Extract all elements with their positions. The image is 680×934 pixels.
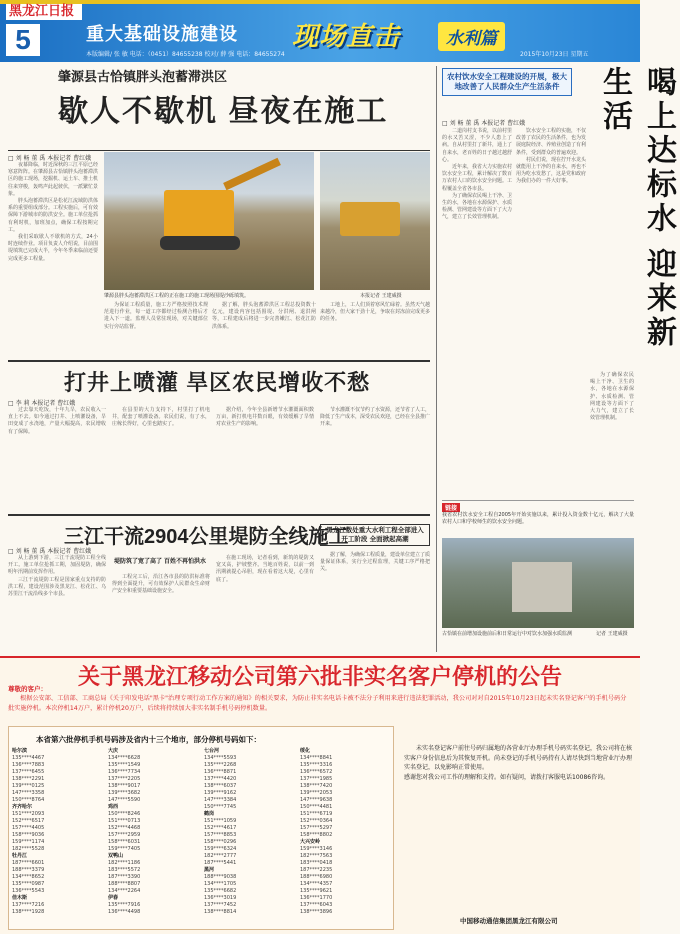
phone-number: 138****9017 <box>108 783 141 789</box>
article3-text-col3 <box>216 555 314 651</box>
city-label: 大兴安岭 <box>300 839 321 845</box>
number-column <box>12 748 106 916</box>
city-label: 绥化 <box>300 748 311 754</box>
phone-number: 187****3390 <box>108 874 141 880</box>
sidebar-byline: □ 刘 畅 董 禹 本报记者 曹红娥 <box>442 120 526 127</box>
article3-byline: □ 刘 畅 董 禹 本报记者 曹红娥 <box>8 548 92 555</box>
phone-number: 147****3384 <box>204 797 237 803</box>
phone-number: 182****7563 <box>300 853 333 859</box>
phone-number: 136****1770 <box>300 895 333 901</box>
banner-title-big: 现场直击 <box>292 21 401 51</box>
city-label: 齐齐哈尔 <box>12 804 33 810</box>
phone-number: 152****0364 <box>300 818 333 824</box>
phone-number: 182****5528 <box>12 846 45 852</box>
paragraph: 村民们说，现在拧开水龙头就能用上干净的自来水，再也不用为吃水发愁了，这是党和政府为我们办的一件大好事。 <box>516 156 587 185</box>
number-column <box>300 748 394 916</box>
phone-number: 147****9638 <box>300 797 333 803</box>
number-column <box>108 748 202 916</box>
banner-title: 重大基础设施建设 <box>86 24 238 44</box>
banner-editor-info: 本版编辑/ 张 敏 电话：（0451）84655238 校对/ 薛 强 电话：84655274 <box>86 51 285 58</box>
banner-stripe <box>0 0 640 4</box>
phone-number: 151****2093 <box>12 811 45 817</box>
phone-number: 147****5590 <box>108 797 141 803</box>
divider <box>442 500 634 501</box>
sidebar-text-col2 <box>516 128 586 498</box>
phone-number: 158****9036 <box>12 832 45 838</box>
phone-number: 151****6719 <box>300 811 333 817</box>
phone-number: 138****2291 <box>12 776 45 782</box>
article2-byline: □ 李 莉 本报记者 曹红娥 <box>8 400 76 407</box>
phone-number: 151****0713 <box>108 818 141 824</box>
phone-number: 135****0987 <box>12 881 45 887</box>
article3-text-col1 <box>8 555 106 651</box>
excavator-arm-shape <box>223 158 281 191</box>
phone-number: 135****9621 <box>300 888 333 894</box>
city-label: 七台河 <box>204 748 220 754</box>
phone-number: 188****6980 <box>300 874 333 880</box>
phone-number: 150****8246 <box>108 811 141 817</box>
article1-text-col3 <box>212 302 316 356</box>
banner-tag: 水利篇 <box>438 22 505 51</box>
phone-number: 136****6572 <box>300 769 333 775</box>
article1-photo-credit: 本报记者 王建威摄 <box>360 293 402 299</box>
number-table <box>8 748 394 928</box>
article2-text-col1 <box>8 407 106 511</box>
paragraph: 在县里的大力支持下，村里打了机电井，配套了喷灌设备。农民们说，有了水，庄稼长得好，心里也踏实了。 <box>112 407 210 428</box>
construction-photo-2 <box>320 152 430 290</box>
article1-byline: □ 刘 畅 董 禹 本报记者 曹红娥 <box>8 155 92 162</box>
article2-text-col3 <box>216 407 314 511</box>
banner-date: 2015年10月23日 星期五 <box>520 51 589 58</box>
sidebar-headline: 喝上达标水 迎来新生活 <box>598 66 675 351</box>
paragraph: 为保证工程质量，施工方严格按照技术规范进行作业，每一道工序都经过检测合格后才进入下一道。监理人员常驻现场，对关键部位实行旁站监督。 <box>104 302 208 330</box>
sidebar-photo-credit: 记者 王建威摄 <box>596 631 628 637</box>
dump-truck-shape <box>340 202 400 236</box>
phone-number: 187****2235 <box>300 867 333 873</box>
phone-number: 136****8871 <box>204 769 237 775</box>
city-label: 佳木斯 <box>12 895 28 901</box>
phone-number: 150****8764 <box>12 797 45 803</box>
phone-number: 187****5441 <box>204 860 237 866</box>
paragraph: 胖头泡蓄滞洪区是松花江流域防洪体系的重要组成部分。工程实施后，可有效保障下游城市的防洪安全。施工单位抢抓有利时机，加班加点，确保工程按期完工。 <box>8 198 99 233</box>
article3-subhead: 堤防筑了宽了高了 百姓不再怕洪水 <box>113 558 207 565</box>
paragraph: 为了确保农民喝上干净、卫生的水，各地在水源保护、水质检测、管网建设等方面下了大力气，建立了长效管理机制。 <box>442 192 513 221</box>
phone-number: 134****1705 <box>204 881 237 887</box>
phone-number: 134****8652 <box>12 874 45 880</box>
sidebar-link-text: 我省农村饮水安全工程自2005年开始实施以来，累计投入资金数十亿元，解决了大量农村人口和学校师生的饮水安全问题。 <box>442 512 634 526</box>
divider <box>8 150 430 151</box>
phone-number: 182****2777 <box>204 853 237 859</box>
phone-number: 188****3379 <box>12 867 45 873</box>
phone-number: 147****3358 <box>12 790 45 796</box>
paragraph: 工程完工后，沿江各市县的防洪标准将得到全面提升，可有效保护人民群众生命财产安全和重要基础设施安全。 <box>112 574 210 595</box>
notice-list-title: 本省第六批停机手机号码涉及省内十三个地市，部分停机号码如下： <box>36 735 261 744</box>
phone-number: 136****4498 <box>108 909 141 915</box>
phone-number: 152****4617 <box>204 825 237 831</box>
phone-number: 134****2264 <box>108 888 141 894</box>
article1-text-col2 <box>104 302 208 356</box>
article1-photo-caption: 肇源县胖头泡蓄滞洪区工程的正在施工的施工现场围堤沙砾填筑。 <box>104 293 250 299</box>
phone-number: 139****3682 <box>108 790 141 796</box>
masthead: 黑龙江日报 <box>6 4 82 20</box>
phone-number: 157****5297 <box>300 825 333 831</box>
divider <box>8 514 430 516</box>
paragraph: 近年来，我省大力实施农村饮水安全工程，累计解决了数百万农村人口的饮水安全问题。工程覆盖全省各市县。 <box>442 164 513 192</box>
phone-number: 157****4405 <box>12 825 45 831</box>
phone-number: 135****1549 <box>108 762 141 768</box>
phone-number: 139****0125 <box>12 783 45 789</box>
notice-title: 关于黑龙江移动公司第六批非实名客户停机的公告 <box>77 664 562 689</box>
phone-number: 137****2205 <box>108 776 141 782</box>
phone-number: 137****7452 <box>204 902 237 908</box>
phone-number: 138****8814 <box>204 909 237 915</box>
phone-number: 138****1928 <box>12 909 45 915</box>
article2-sidebox <box>320 524 430 546</box>
phone-number: 158****6031 <box>108 839 141 845</box>
phone-number: 136****5543 <box>12 888 45 894</box>
article1-kicker: 肇源县古恰镇胖头泡蓄滞洪区 <box>58 70 228 85</box>
phone-number: 151****1059 <box>204 818 237 824</box>
phone-number: 159****1174 <box>12 839 45 845</box>
phone-number: 187****6601 <box>12 860 45 866</box>
phone-number: 159****6324 <box>204 846 237 852</box>
paragraph: 据介绍，今年全县新增节水灌溉面积数万亩，新打机电井数百眼，有效缓解了旱情对农业生产的影响。 <box>216 407 314 428</box>
phone-number: 188****9038 <box>204 874 237 880</box>
phone-number: 138****3896 <box>300 909 333 915</box>
paragraph: 为了确保农民喝上干净、卫生的水，各地在水源保护、水质检测、管网建设等方面下了大力气，建立了长效管理机制。 <box>590 372 634 422</box>
paragraph: 饮水安全工程的实施，不仅改善了农民的生活条件，也为发展庭院经济、养殖业创造了有利条件，受到群众的普遍欢迎。 <box>516 128 587 156</box>
phone-number: 135****4467 <box>12 755 45 761</box>
city-label: 牡丹江 <box>12 853 28 859</box>
city-label: 伊春 <box>108 895 119 901</box>
phone-number: 136****7734 <box>108 769 141 775</box>
city-label: 鸡西 <box>108 804 119 810</box>
construction-photo <box>104 152 314 290</box>
phone-number: 135****2268 <box>204 762 237 768</box>
phone-number: 134****8841 <box>300 755 333 761</box>
phone-number: 159****7405 <box>108 846 141 852</box>
city-label: 黑河 <box>204 867 215 873</box>
paragraph: 三江干流堤防工程是国家重点支持的防洪工程，建设范围涉及黑龙江、松花江、乌苏里江干流沿线多个市县。 <box>8 576 106 598</box>
city-label: 双鸭山 <box>108 853 124 859</box>
city-label: 鹤岗 <box>204 811 215 817</box>
phone-number: 139****9162 <box>204 790 237 796</box>
phone-number: 137****6455 <box>12 769 45 775</box>
article3-text-col4 <box>320 552 430 650</box>
phone-number: 138****6037 <box>204 783 237 789</box>
article3-headline: 三江干流2904公里堤防全线施工 <box>64 526 349 548</box>
notice-right-text: 未实名登记客户前往号码归属地的各营业厅办理手机号码实名登记，我公司将在核实客户身份信息后为其恢复开机。尚未登记的手机号码持有人请尽快到当地营业厅办理实名登记，以免影响正常使用。 感谢您对我公司工作的理解和支持。如有疑问，请拨打客服电话10086咨询。 <box>404 745 633 781</box>
phone-number: 137****4420 <box>204 776 237 782</box>
phone-number: 134****4357 <box>300 881 333 887</box>
phone-number: 137****1985 <box>300 776 333 782</box>
sidebar-photo-caption: 古恰镇在前增加设施前后和日常运行中对饮水加强水质监测 <box>442 631 573 637</box>
phone-number: 139****2053 <box>300 790 333 796</box>
phone-number: 135****6682 <box>204 888 237 894</box>
paragraph: 据了解，胖头泡蓄滞洪区工程总投资数十亿元，建设内容包括围堤、分洪闸、退洪闸等，工程建成后将进一步完善嫩江、松花江防洪体系。 <box>212 302 316 330</box>
phone-number: 158****8802 <box>300 832 333 838</box>
phone-number: 134****6628 <box>108 755 141 761</box>
article2-text-col4 <box>320 407 430 511</box>
sidebox-title: 黑龙江数处重大水利工程全部进入 <box>326 526 424 534</box>
paragraph: 从上游到下游，三江干流堤防工程全线开工。施工单位抢抓工期，加固堤防，确保明年汛期前发挥作用。 <box>8 555 106 576</box>
notice-intro: 根据公安部、工信部、工商总局《关于印发电话"黑卡"治理专项行动工作方案的通知》的相关要求，为防止非实名电话卡被不法分子利用来进行违法犯罪活动，我公司对对自2015年10月23日起未实名登记客户的手机号码分批实施停机。本次停机14万户，累计停机20万户，后续将持续加大非实名制手机号码停机数量。 <box>8 695 627 712</box>
phone-number: 135****7916 <box>108 902 141 908</box>
sidebar-teaser: 农村饮水安全工程建设的开展，极大地改善了人民群众生产生活条件 <box>442 68 572 96</box>
sidebox-subtitle: 开工阶段 全面掀起高潮 <box>341 535 409 543</box>
article2-headline: 打井上喷灌 旱区农民增收不愁 <box>64 370 371 395</box>
paragraph: 我们采取歇人不歇机的方式，24小时连续作业。项目负责人介绍说，目前围堤填筑已完成大半，今年冬季来临前还要完成更多工程量。 <box>8 234 99 262</box>
city-label: 哈尔滨 <box>12 748 28 754</box>
phone-number: 136****3019 <box>204 895 237 901</box>
paragraph: 过去靠天吃饭，十年九旱，农民收入一直上不去。如今通过打井、上喷灌设备，旱田变成了水浇地，产量大幅提高，农民增收有了保障。 <box>8 407 106 435</box>
article2-text-col2 <box>112 407 210 511</box>
phone-number: 152****6517 <box>12 818 45 824</box>
phone-number: 134****5593 <box>204 755 237 761</box>
phone-number: 152****4468 <box>108 825 141 831</box>
page-number: 5 <box>6 24 40 56</box>
article3-text-col2 <box>112 574 210 650</box>
divider <box>8 360 430 362</box>
notice-signature: 中国移动通信集团黑龙江有限公司 <box>460 917 558 925</box>
paragraph: 节水灌溉不仅节约了水资源，还节省了人工，降低了生产成本，深受农民欢迎，已经在全县推广开来。 <box>320 407 431 428</box>
phone-number: 136****7883 <box>12 762 45 768</box>
excavator-track-shape <box>160 236 240 250</box>
phone-number: 188****8807 <box>108 881 141 887</box>
water-facility-photo <box>442 538 634 628</box>
phone-number: 159****3146 <box>300 846 333 852</box>
excavator-shape <box>164 190 234 238</box>
phone-number: 150****4481 <box>300 804 333 810</box>
phone-number: 150****7745 <box>204 804 237 810</box>
notice-greeting: 尊敬的客户： <box>8 685 47 693</box>
paragraph: 据了解，为确保工程质量，建设单位建立了质量保证体系，实行全过程监理，关键工序严格把关。 <box>320 552 431 573</box>
sidebar-link-label: 链接 <box>442 503 460 512</box>
phone-number: 182****1186 <box>108 860 141 866</box>
paragraph: 在施工现场，记者看到，新筑的堤防又宽又高，护坡整齐。当地百姓说，以前一到汛期就提心吊胆，现在看着这大堤，心里有底了。 <box>216 555 314 583</box>
article1-text-col4 <box>320 302 430 356</box>
paragraph: 二道岗村支书说，以前村里的水又苦又涩，不少人患上了病。自从村里打了新井，通上了自来水，老百姓的日子越过越舒心。 <box>442 128 513 163</box>
phone-number: 157****2959 <box>108 832 141 838</box>
sidebar-text-col1 <box>442 128 512 498</box>
number-column <box>204 748 298 916</box>
phone-number: 183****0418 <box>300 860 333 866</box>
building-shape <box>512 562 572 612</box>
sidebar-text-col3 <box>590 372 634 502</box>
phone-number: 158****0296 <box>204 839 237 845</box>
phone-number: 137****6043 <box>300 902 333 908</box>
phone-number: 183****5572 <box>108 867 141 873</box>
phone-number: 138****7420 <box>300 783 333 789</box>
article1-headline: 歇人不歇机 昼夜在施工 <box>58 95 389 128</box>
city-label: 大庆 <box>108 748 119 754</box>
phone-number: 135****3316 <box>300 762 333 768</box>
article1-text-col1 <box>8 162 98 356</box>
paragraph: 夜幕降临，时近深秋的三江平原已经寒意阵阵。在肇源县古恰镇胖头泡蓄滞洪区的施工现场，挖掘机、运土车、推土机往来穿梭，轰鸣声此起彼伏，一派繁忙景象。 <box>8 162 99 197</box>
paragraph: 工地上，工人们顶着寒风忙碌着。虽然天气越来越冷，但大家干劲十足，争取在封冻前完成更多的任务。 <box>320 302 431 323</box>
phone-number: 157****8853 <box>204 832 237 838</box>
column-divider <box>436 66 437 652</box>
phone-number: 137****7216 <box>12 902 45 908</box>
